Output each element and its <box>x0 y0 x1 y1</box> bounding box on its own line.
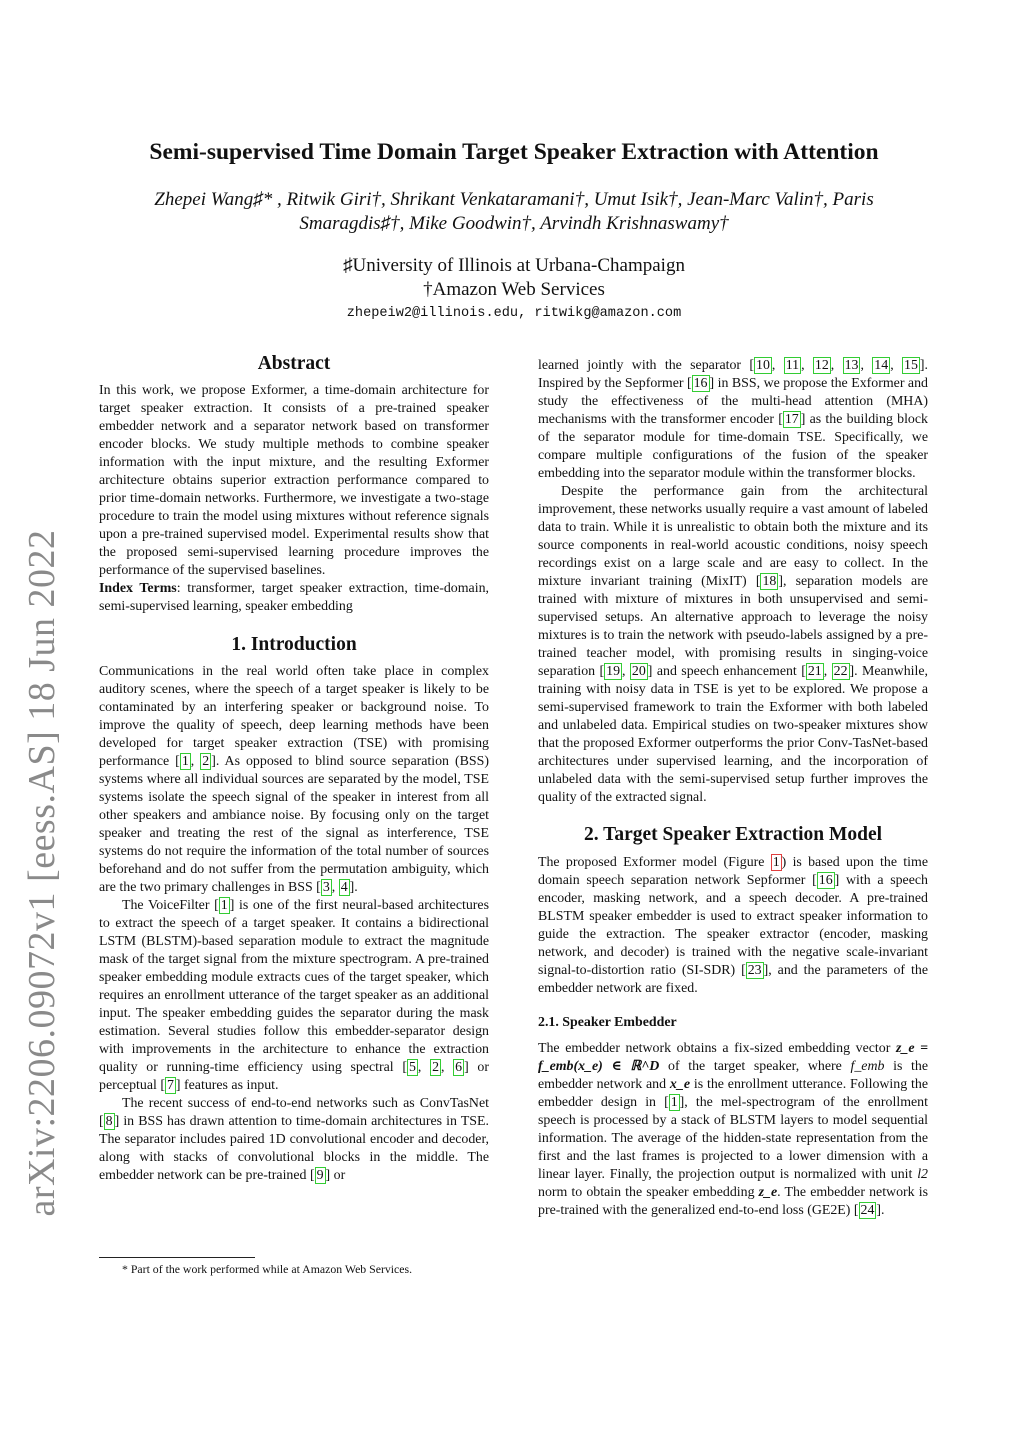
section-2-paragraph <box>538 854 928 998</box>
s2-text-b: ) is based upon the time domain speech separation network Sepformer [ <box>538 855 928 888</box>
citation-link[interactable]: 13 <box>844 358 859 373</box>
citation-link[interactable]: 20 <box>631 664 646 679</box>
arxiv-id: arXiv:2206.09072v1 [eess.AS] 18 Jun 2022 <box>21 529 63 1217</box>
intro-p1-text-end: ]. <box>349 880 358 895</box>
abstract-text: In this work, we propose Exformer, a time-domain architecture for target speaker extraction. It consists of a pre-trained speaker embedder network and a separator network based on transformer encoder blocks. We study multiple methods to combine speaker information with the input mixture, and the resulting Exformer architecture obtains superior extraction performance compared to prior time-domain networks. Furthermore, we investigate a two-stage procedure to train the model using mixtures without reference signals upon a pre-trained supervised model. Experimental results show that the proposed semi-supervised learning procedure improves the performance of the supervised baselines. <box>99 383 489 578</box>
s21-text-f: norm to obtain the speaker embedding <box>538 1185 759 1200</box>
intro-p1-text-b: ]. As opposed to blind source separation (BSS) systems where all individual sources are separated by the model, TSE systems isolate the speech signal of the speaker in interest from all other speakers and ambiance noise. By focusing only on the target speaker and treating the rest of the signal as interference, TSE systems do not require the information of the total number of sources beforehand and do not suffer from the permutation ambiguity, which are the two primary challenges in BSS [ <box>99 754 489 895</box>
citation-link[interactable]: 11 <box>785 358 800 373</box>
math-x-e: x_e <box>669 1077 690 1092</box>
citation-link[interactable]: 14 <box>874 358 889 373</box>
citation-link[interactable]: 6 <box>455 1060 463 1075</box>
citation-link[interactable]: 7 <box>166 1078 174 1093</box>
right-p2-text-a: Despite the performance gain from the architectural improvement, these networks usually require a vast amount of labeled data to train. While it is unrealistic to obtain both the mixture and its source components in real-world acoustic conditions, noisy speech recordings exist on a large scale and are easy to collect. In the mixture invariant training (MixIT) [ <box>538 484 928 589</box>
intro-p2-text-end: ] features as input. <box>175 1078 279 1093</box>
intro-p2-text-c: ] or perceptual [ <box>99 1060 490 1093</box>
s21-text-e: ], the mel-spectrogram of the enrollment speech is processed by a stack of BLSTM layers to model sequential information. The average of the hidden-state representation from the first and the last frames is projected to a lower dimension with a linear layer. Finally, the projection output is normalized with unit <box>538 1095 928 1182</box>
citation-link[interactable]: 1 <box>181 754 189 769</box>
intro-paragraph-1: Communications in the real world often take place in complex auditory scenes, where the speech of a target speaker is likely to be contaminated by an interfering speaker or background noise. To improve the quality of speech, deep learning methods have been developed for target speaker extraction (TSE) with promising performance [ 1 , 2 ]. As opposed to blind source separation (BSS) systems where all individual sources are separated by the model, TSE systems isolate the speech signal of the speaker in interest from all other speakers and ambiance noise. By focusing only on the target speaker and treating the rest of the signal as interference, TSE systems do not require the information of the total number of sources beforehand and do not suffer from the permutation ambiguity, which are the two primary challenges in BSS [ 3 , 4 ]. <box>99 664 489 895</box>
math-z-e: z_e <box>758 1185 778 1200</box>
subsection-2-1-paragraph <box>538 1040 928 1220</box>
citation-link[interactable]: 16 <box>818 873 833 888</box>
author-list <box>110 188 918 236</box>
paper-title: Semi-supervised Time Domain Target Speaker Extraction with Attention <box>149 139 879 165</box>
section-2-heading: 2. Target Speaker Extraction Model <box>583 824 883 845</box>
intro-paragraph-3 <box>99 1095 489 1185</box>
s21-text-b: of the target speaker, where <box>659 1059 851 1074</box>
citation-link[interactable]: 21 <box>807 664 822 679</box>
intro-p3-text-b: ] in BSS has drawn attention to time-domain architectures in TSE. The separator includes paired 1D convolutional encoder and decoder, along with stacks of convolutional blocks in the middle. The embedder network can be pre-trained [ <box>99 1114 489 1183</box>
intro-p2-text-b: ] is one of the first neural-based architectures to extract the speech of a target speaker. It contains a bidirectional LSTM (BLSTM)-based separation module to extract the magnitude mask of the target signal from the mixture spectrogram. A pre-trained speaker embedding module extracts cues of the target speaker, which requires an enrollment utterance of the target speaker as an additional input. The speaker embedding guides the separator during the mask estimation. Several studies follow this embedder-separator design with improvements in the architecture to enhance the extraction quality or running-time efficiency using spectral [ <box>99 898 489 1075</box>
s2-text-a: The proposed Exformer model (Figure <box>538 855 771 870</box>
right-p1-text-c: ] in BSS, we propose the Exformer and study the effectiveness of the multi-head attention (MHA) mechanisms with the transformer encoder [ <box>538 376 928 427</box>
right-p1-text-d: ] as the building block of the separator module for time-domain TSE. Specifically, we compare multiple configurations of the fusion of the speaker embedding into the separator module within the transformer blocks. <box>538 412 928 481</box>
right-column <box>538 357 928 1220</box>
citation-link[interactable]: 4 <box>340 880 348 895</box>
citation-link[interactable]: 24 <box>860 1203 875 1218</box>
s21-text-h: ]. <box>876 1203 885 1218</box>
affiliation-illinois: ♯University of Illinois at Urbana-Champaign <box>343 255 685 276</box>
subsection-2-1-heading: 2.1. Speaker Embedder <box>538 1015 677 1030</box>
citation-link[interactable]: 2 <box>432 1060 440 1075</box>
citation-link[interactable]: 8 <box>105 1114 113 1129</box>
citation-link[interactable]: 22 <box>833 664 848 679</box>
citation-link[interactable]: 10 <box>756 358 770 373</box>
math-embedding-equation: z_e = f_emb(x_e) ∈ ℝ^D <box>538 1041 928 1074</box>
affiliation-amazon: †Amazon Web Services <box>423 279 605 300</box>
intro-paragraph-5: Despite the performance gain from the architectural improvement, these networks usually require a vast amount of labeled data to train. While it is unrealistic to obtain both the mixture and its source components in real-world acoustic conditions, noisy speech recordings exist on a large scale and are easy to collect. In the mixture invariant training (MixIT) [ 18 ], separation models are trained with mixture of mixtures in both unsupervised and semi-supervised setups. An alternative approach to leverage the noisy mixtures is to train the network with pseudo-labels assigned by a pre-trained teacher model, with promising results in singing-voice separation [ 19 , 20 ] and speech enhancement [ 21 , 22 ]. Meanwhile, training with noisy data in TSE is yet to be explored. We propose a semi-supervised framework to train the Exformer with both labeled and unlabeled data. Empirical studies on two-speaker mixtures show that the proposed Exformer outperforms the prior Conv-TasNet-based architectures under supervised learning, and the incorporation of unlabeled data with the semi-supervised setup further improves the quality of the extracted signal. <box>538 484 928 805</box>
citation-link[interactable]: 1 <box>670 1095 678 1110</box>
right-p1-text-a: learned jointly with the separator [ <box>538 358 754 373</box>
author-line-2: Smaragdis♯†, Mike Goodwin†, Arvindh Krishnaswamy† <box>299 213 729 234</box>
footnote: * Part of the work performed while at Amazon Web Services. <box>122 1262 413 1276</box>
citation-link[interactable]: 2 <box>202 754 210 769</box>
math-f-emb: f_emb <box>850 1059 885 1074</box>
s2-text-d: ], and the parameters of the embedder network are fixed. <box>538 963 928 996</box>
arxiv-identifier-stamp <box>0 0 80 1448</box>
right-p1-text-b: ]. Inspired by the Sepformer [ <box>538 358 928 391</box>
intro-p2-text-a: The VoiceFilter [ <box>122 898 219 913</box>
intro-p3-text-end: ] or <box>325 1168 346 1183</box>
intro-p1-text-a: Communications in the real world often take place in complex auditory scenes, where the speech of a target speaker is likely to be contaminated by an interfering speaker or background noise. To improve the quality of speech, deep learning methods have been developed for target speaker extraction (TSE) with promising performance [ <box>99 664 489 769</box>
citation-link[interactable]: 12 <box>814 358 829 373</box>
left-column <box>99 352 489 1185</box>
citation-link[interactable]: 15 <box>904 358 918 373</box>
citation-link[interactable]: 16 <box>693 376 708 391</box>
right-p2-text-c: ] and speech enhancement [ <box>647 664 806 679</box>
footnote-rule <box>99 1257 255 1258</box>
s21-text-a: The embedder network obtains a fix-sized embedding vector <box>538 1041 896 1056</box>
citation-link[interactable]: 18 <box>762 574 777 589</box>
intro-paragraph-4: learned jointly with the separator [ 10 , 11 , 12 , 13 , 14 , 15 ]. Inspired by the Sepformer [ 16 ] in BSS, we propose the Exformer and study the effectiveness of the multi-head attention (MHA) mechanisms with the transformer encoder [ 17 ] as the building block of the separator module for time-domain TSE. Specifically, we compare multiple configurations of the fusion of the speaker embedding into the separator module within the transformer blocks. <box>538 358 928 481</box>
intro-p3-text-a: The recent success of end-to-end networks such as ConvTasNet [ <box>99 1096 489 1129</box>
right-p2-text-d: ]. Meanwhile, training with noisy data in TSE is yet to be explored. We propose a semi-supervised framework to train the Exformer with both labeled and unlabeled data. Empirical studies on two-speaker mixtures show that the proposed Exformer outperforms the prior Conv-TasNet-based architectures under supervised learning, and the incorporation of unlabeled data with the semi-supervised setup further improves the quality of the extracted signal. <box>538 664 928 805</box>
affiliations <box>100 254 928 302</box>
figure-reference-link[interactable]: 1 <box>772 855 780 870</box>
citation-link[interactable]: 19 <box>606 664 621 679</box>
abstract-heading: Abstract <box>257 353 331 374</box>
index-terms-label: Index Terms <box>99 581 177 596</box>
citation-link[interactable]: 1 <box>220 898 228 913</box>
author-line-1: Zhepei Wang♯* , Ritwik Giri†, Shrikant Venkataramani†, Umut Isik†, Jean-Marc Valin†, Paris <box>154 189 874 210</box>
citation-link[interactable]: 9 <box>316 1168 324 1183</box>
index-terms <box>99 580 489 616</box>
intro-paragraph-2: The VoiceFilter [ 1 ] is one of the first neural-based architectures to extract the speech of a target speaker. It contains a bidirectional LSTM (BLSTM)-based separation module to extract the magnitude mask of the target signal from the mixture spectrogram. A pre-trained speaker embedding module extracts cues of the target speaker, which requires an enrollment utterance of the target speaker as an additional input. The speaker embedding guides the separator during the mask estimation. Several studies follow this embedder-separator design with improvements in the architecture to enhance the extraction quality or running-time efficiency using spectral [ 5 , 2 , 6 ] or perceptual [ 7 ] features as input. <box>99 898 490 1093</box>
section-1-heading: 1. Introduction <box>231 634 357 655</box>
s21-text-c: is the embedder network and <box>538 1059 928 1092</box>
right-p2-text-b: ], separation models are trained with mixture of mixtures in both unsupervised and semi-supervised setups. An alternative approach to leverage the noisy mixtures is to train the network with pseudo-labels assigned by a pre-trained teacher model, with promising results in singing-voice separation [ <box>538 574 928 679</box>
citation-link[interactable]: 23 <box>747 963 762 978</box>
s21-text-g: . The embedder network is pre-trained with the generalized end-to-end loss (GE2E) [ <box>538 1185 928 1218</box>
math-l2: l2 <box>917 1167 928 1182</box>
s2-text-c: ] with a speech encoder, masking network, and a speech decoder. A pre-trained BLSTM speaker embedder is used to extract speaker information to guide the extraction. The speaker extractor (encoder, masking network, and decoder) is trained with the negative scale-invariant signal-to-distortion ratio (SI-SDR) [ <box>538 873 928 978</box>
citation-link[interactable]: 5 <box>408 1060 416 1075</box>
citation-link[interactable]: 3 <box>322 880 330 895</box>
author-emails: zhepeiw2@illinois.edu, ritwikg@amazon.com <box>346 306 682 321</box>
index-terms-text: : transformer, target speaker extraction, time-domain, semi-supervised learning, speaker embedding <box>99 581 489 614</box>
citation-link[interactable]: 17 <box>784 412 799 427</box>
s21-text-d: is the enrollment utterance. Following the embedder design in [ <box>538 1077 928 1110</box>
